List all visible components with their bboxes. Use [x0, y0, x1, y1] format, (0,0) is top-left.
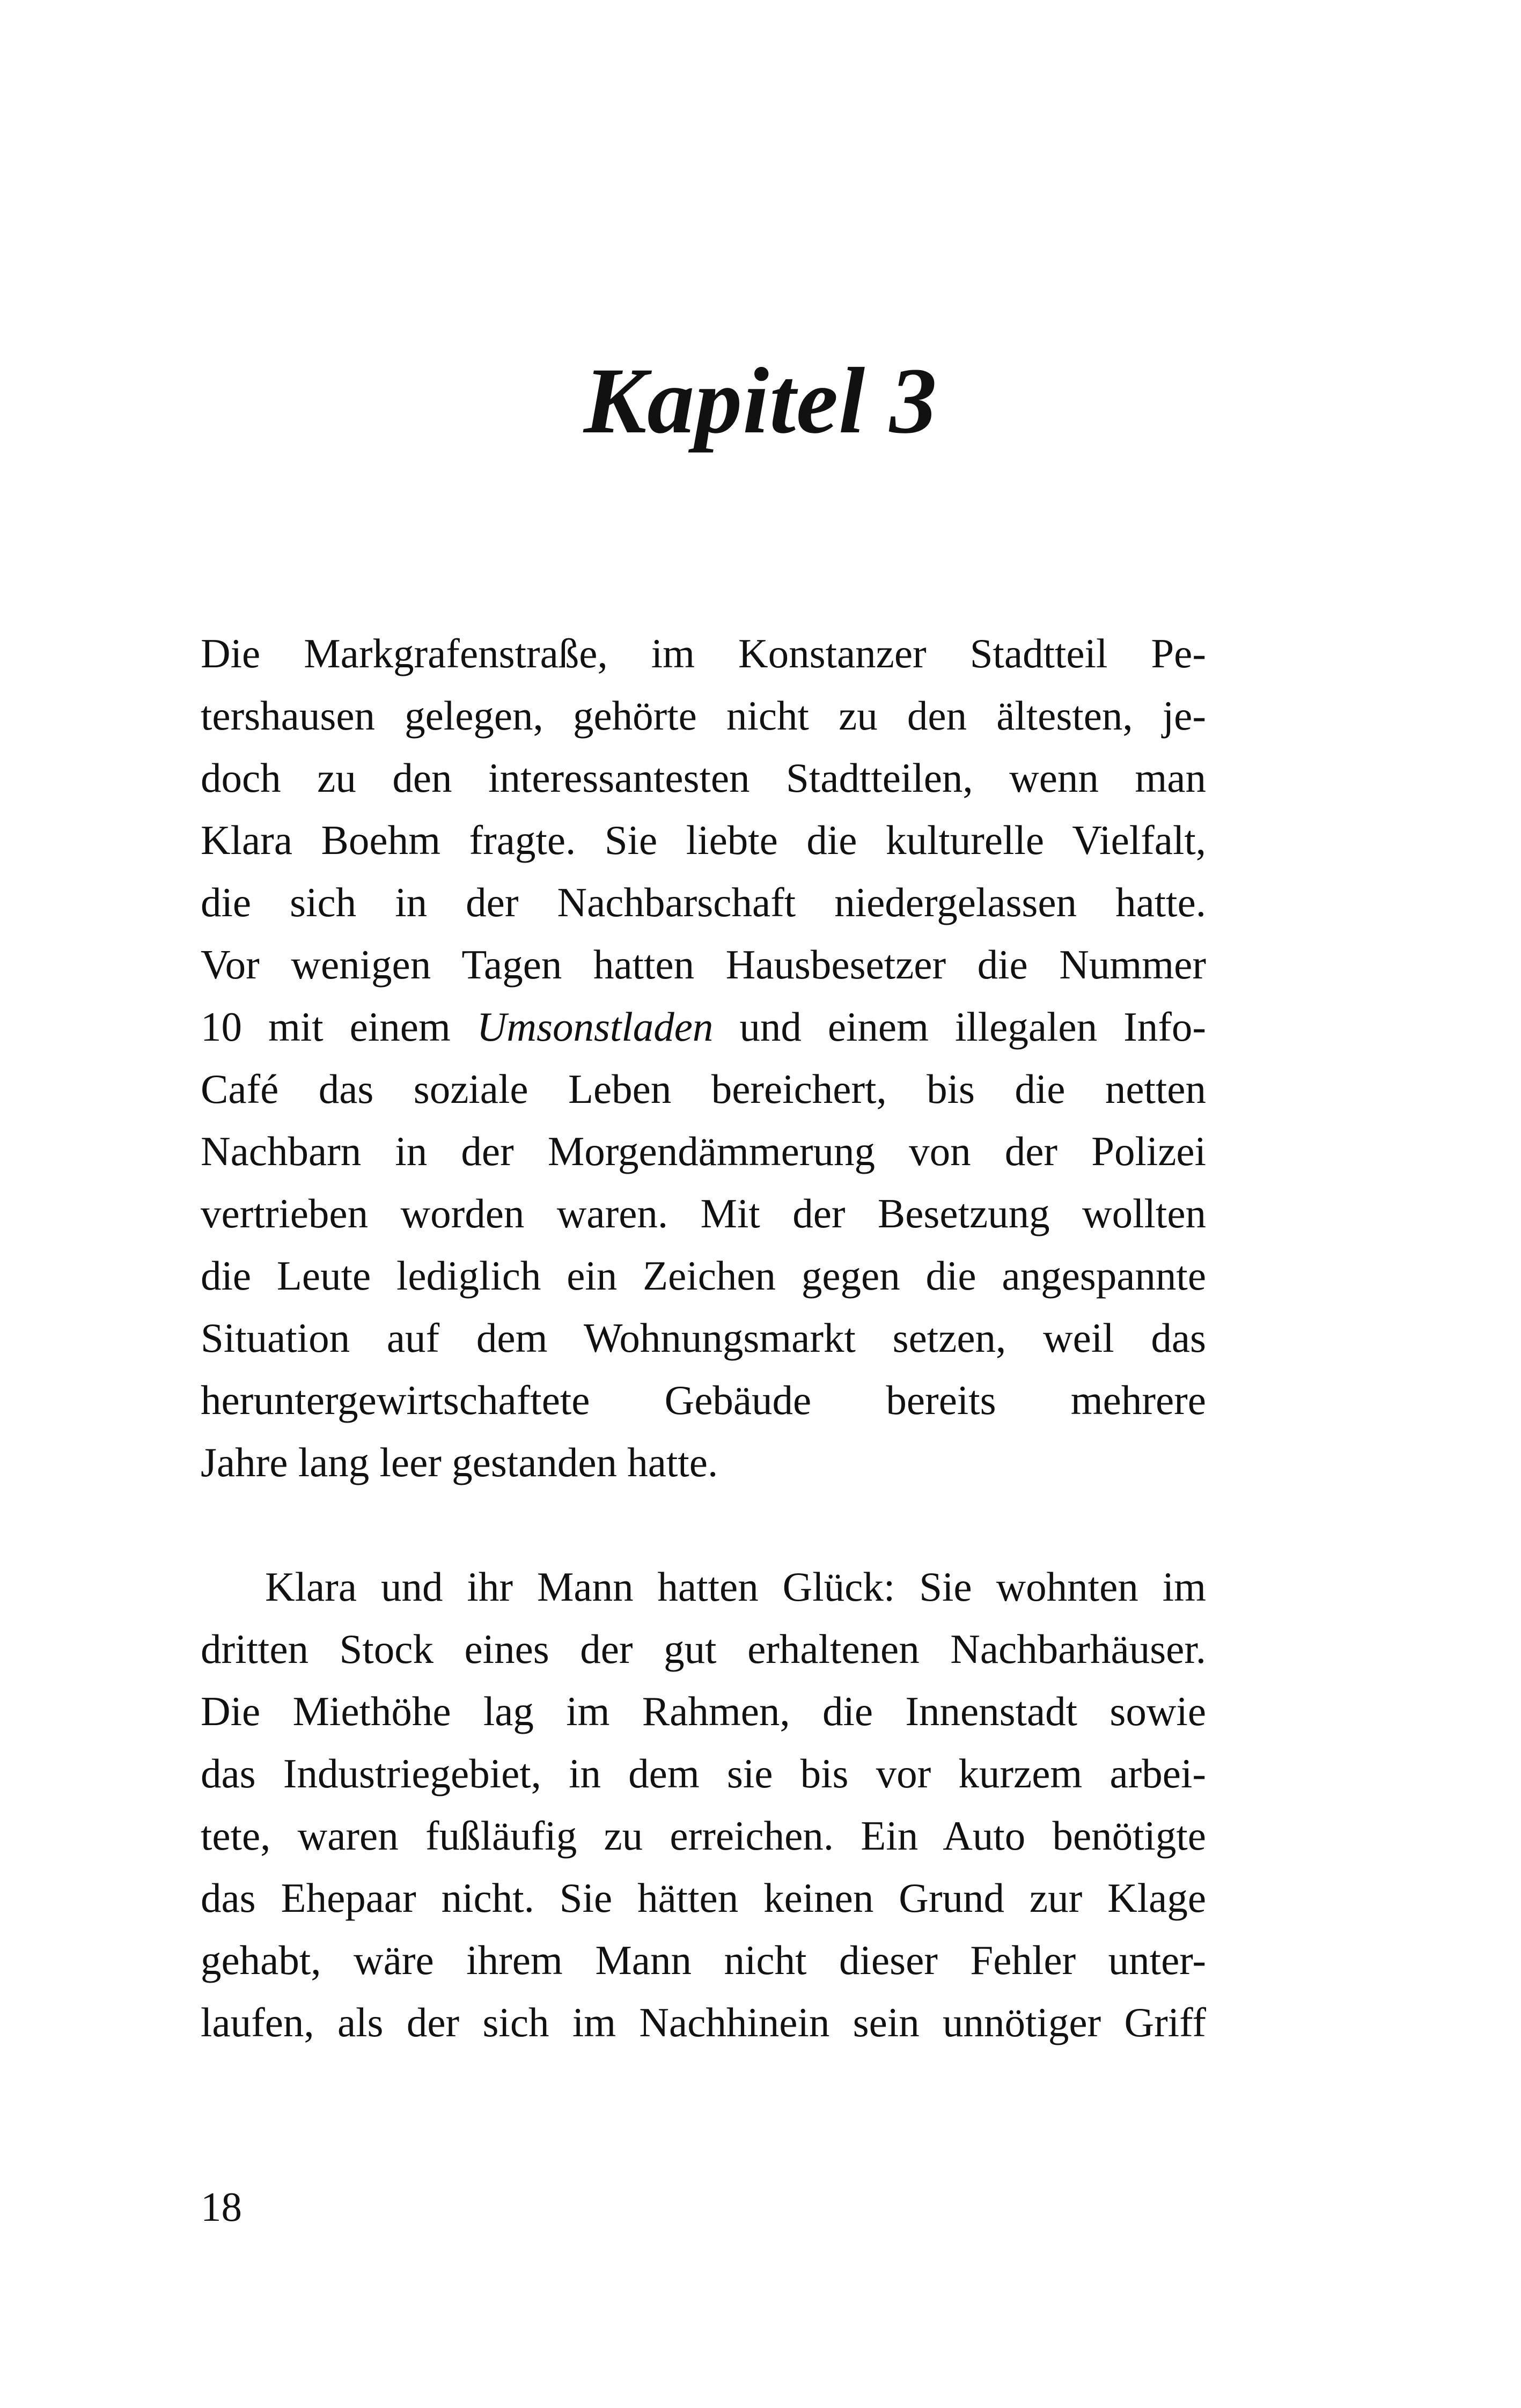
text-line: laufen, als der sich im Nachhinein sein unnötiger Griff: [201, 1999, 1206, 2045]
text-line: [201, 996, 1206, 1058]
text-line: Die Markgrafenstraße, im Konstanzer Stadtteil Pe-: [201, 630, 1206, 676]
text-line: dritten Stock eines der gut erhaltenen Nachbarhäuser.: [201, 1626, 1206, 1672]
text-line: gehabt, wäre ihrem Mann nicht dieser Fehler unter-: [201, 1937, 1206, 1983]
paragraph-gap: [201, 1493, 1206, 1556]
body-text: [201, 622, 1206, 2053]
text-line: doch zu den interessantesten Stadtteilen, wenn man: [201, 755, 1206, 801]
text-line: Jahre lang leer gestanden hatte.: [201, 1439, 718, 1485]
chapter-title: Kapitel 3: [583, 349, 938, 453]
text-line: vertrieben worden waren. Mit der Besetzung wollten: [201, 1190, 1206, 1236]
text-line: die Leute lediglich ein Zeichen gegen die angespannte: [201, 1253, 1206, 1299]
text-line: Nachbarn in der Morgendämmerung von der Polizei: [201, 1128, 1206, 1174]
text-line: tete, waren fußläufig zu erreichen. Ein Auto benötigte: [201, 1813, 1206, 1859]
text-line: heruntergewirtschaftete Gebäude bereits mehrere: [201, 1377, 1206, 1423]
text-line: das Industriegebiet, in dem sie bis vor kurzem arbei-: [201, 1750, 1206, 1796]
page-number: 18: [201, 2184, 242, 2230]
text-line: die sich in der Nachbarschaft niedergelassen hatte.: [201, 879, 1206, 925]
text-run: 10 mit einem: [201, 1004, 477, 1050]
text-line: Klara und ihr Mann hatten Glück: Sie wohnten im: [265, 1564, 1206, 1610]
text-line: Klara Boehm fragte. Sie liebte die kulturelle Vielfalt,: [201, 817, 1206, 863]
text-line: Die Miethöhe lag im Rahmen, die Innenstadt sowie: [201, 1688, 1206, 1734]
text-run: und einem illegalen Info-: [713, 1004, 1206, 1050]
text-line: Situation auf dem Wohnungsmarkt setzen, weil das: [201, 1315, 1206, 1361]
text-line: das Ehepaar nicht. Sie hätten keinen Grund zur Klage: [201, 1875, 1206, 1921]
italic-title: Umsonstladen: [476, 1004, 714, 1050]
text-line: Café das soziale Leben bereichert, bis die netten: [201, 1066, 1206, 1112]
text-line: tershausen gelegen, gehörte nicht zu den ältesten, je-: [201, 693, 1206, 739]
text-line: Vor wenigen Tagen hatten Hausbesetzer die Nummer: [201, 941, 1206, 988]
